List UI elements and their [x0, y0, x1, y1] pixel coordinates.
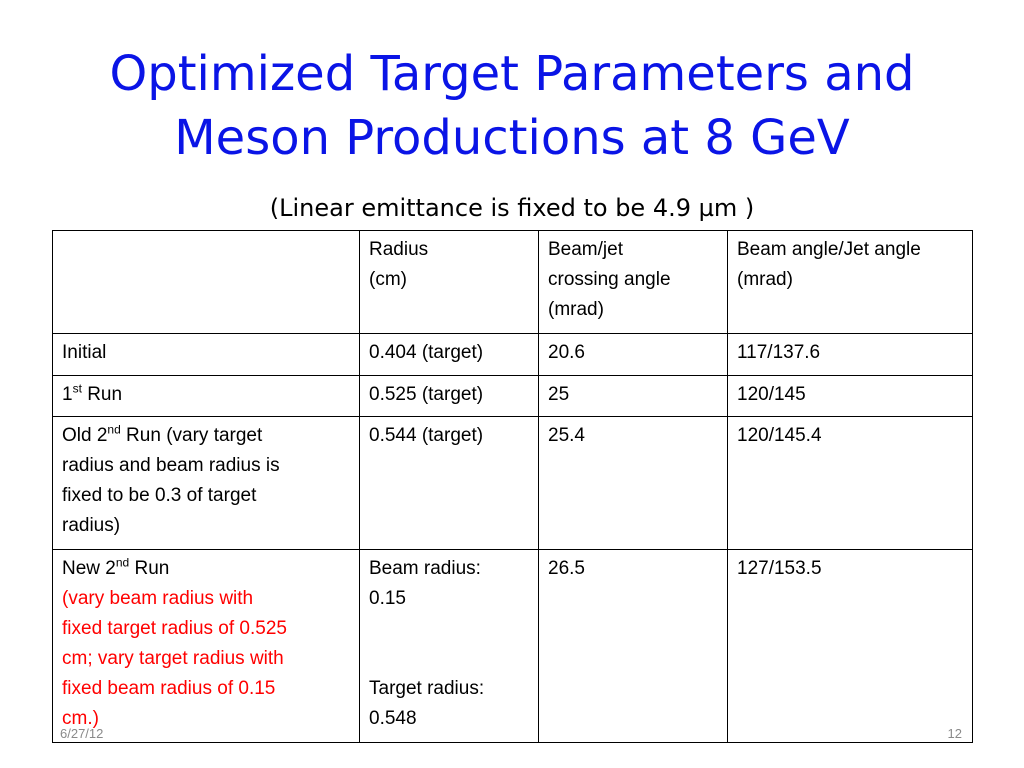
- slide-subtitle: (Linear emittance is fixed to be 4.9 µm ): [269, 194, 755, 222]
- row-label-line-2: radius and beam radius is: [62, 455, 280, 476]
- row-label-text: Run: [81, 384, 123, 405]
- beam-radius-value: 0.15: [369, 588, 406, 609]
- title-line-2: Meson Productions at 8 GeV: [174, 110, 850, 166]
- beam-jet-angle-cell: 120/145.4: [728, 417, 973, 550]
- row-label-text: Run: [129, 558, 170, 579]
- row-note-line-1: (vary beam radius with: [62, 588, 254, 609]
- radius-cell: 0.544 (target): [360, 417, 539, 550]
- row-label-prefix: Old 2: [62, 425, 108, 446]
- footer-date: 6/27/12: [60, 726, 104, 741]
- radius-cell: 0.525 (target): [360, 376, 539, 417]
- beam-jet-angle-cell: 117/137.6: [728, 334, 973, 376]
- target-radius-value: 0.548: [369, 708, 417, 729]
- ordinal-number: 1: [62, 384, 73, 405]
- crossing-angle-cell: 20.6: [539, 334, 728, 376]
- row-label-text: Run (vary target: [120, 425, 263, 446]
- row-note-line-5: cm.): [62, 708, 99, 729]
- crossing-angle-cell: 25.4: [539, 417, 728, 550]
- radius-cell: [360, 550, 539, 743]
- radius-cell: 0.404 (target): [360, 334, 539, 376]
- table-header-row: [53, 231, 973, 334]
- row-label-initial: Initial: [53, 334, 360, 376]
- table-row: [53, 550, 973, 743]
- header-radius-cell: [360, 231, 539, 334]
- row-label-new-second-run: [53, 550, 360, 743]
- header-angle-cell: [728, 231, 973, 334]
- ordinal-suffix: st: [72, 381, 82, 396]
- row-label-first-run: [53, 376, 360, 417]
- table-row: [53, 417, 973, 550]
- row-label-line-3: fixed to be 0.3 of target: [62, 485, 257, 506]
- header-angle-label: Beam angle/Jet angle: [737, 239, 921, 260]
- ordinal-suffix: nd: [115, 555, 130, 570]
- ordinal-suffix: nd: [107, 422, 121, 437]
- row-note-line-3: cm; vary target radius with: [62, 648, 284, 669]
- beam-jet-angle-cell: 127/153.5: [728, 550, 973, 743]
- table-row: [53, 334, 973, 376]
- header-angle-unit: (mrad): [737, 269, 793, 290]
- slide-number: 12: [947, 726, 962, 741]
- row-label-old-second-run: [53, 417, 360, 550]
- row-label-line-1: [62, 554, 350, 584]
- row-label-prefix: New 2: [62, 558, 116, 579]
- header-radius-unit: (cm): [369, 269, 407, 290]
- header-blank-cell: [53, 231, 360, 334]
- header-crossing-unit: (mrad): [548, 299, 604, 320]
- crossing-angle-cell: 25: [539, 376, 728, 417]
- row-label-line-4: radius): [62, 515, 121, 536]
- title-line-1: Optimized Target Parameters and: [109, 46, 915, 102]
- row-note-line-2: fixed target radius of 0.525: [62, 618, 287, 639]
- parameters-table: [52, 230, 973, 743]
- radius-cell-spacer: [369, 614, 529, 674]
- header-radius-label: Radius: [369, 239, 429, 260]
- slide-title: [40, 42, 984, 170]
- header-crossing-line-1: Beam/jet: [548, 239, 623, 260]
- crossing-angle-cell: 26.5: [539, 550, 728, 743]
- target-radius-label: Target radius:: [369, 678, 485, 699]
- row-note-line-4: fixed beam radius of 0.15: [62, 678, 276, 699]
- beam-jet-angle-cell: 120/145: [728, 376, 973, 417]
- row-label-line-1: [62, 421, 350, 451]
- header-crossing-cell: [539, 231, 728, 334]
- table-row: [53, 376, 973, 417]
- header-crossing-line-2: crossing angle: [548, 269, 671, 290]
- beam-radius-label: Beam radius:: [369, 558, 481, 579]
